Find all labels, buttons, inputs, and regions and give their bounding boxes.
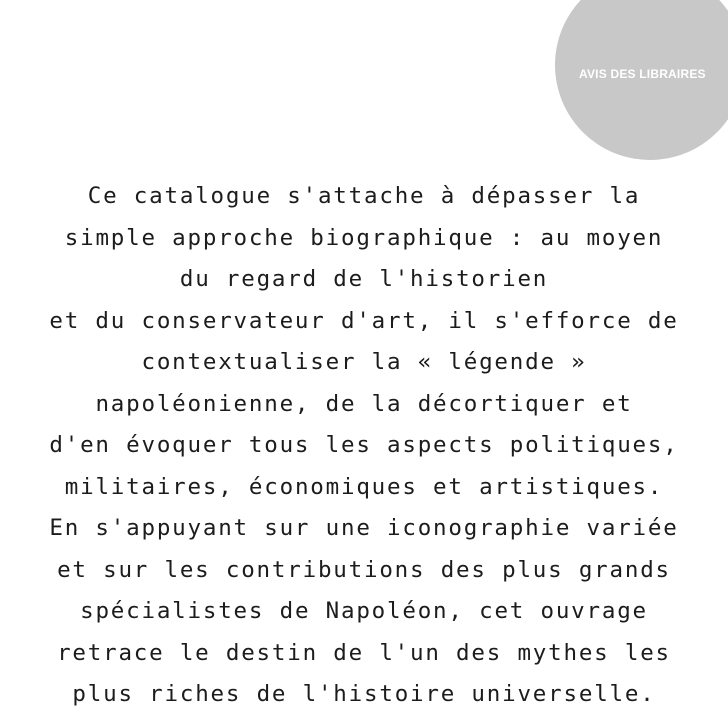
description-line: contextualiser la « légende » (141, 349, 587, 375)
description-line: militaires, économiques et artistiques. (64, 473, 664, 500)
book-description (0, 176, 728, 716)
badge-label: AVIS DES LIBRAIRES (579, 67, 706, 81)
description-line: simple approche biographique : au moyen (64, 224, 664, 251)
description-line: d'en évoquer tous les aspects politiques, (49, 432, 679, 458)
description-line: napoléonienne, de la décortiquer et (95, 390, 633, 417)
description-line: et du conservateur d'art, il s'efforce de (49, 307, 679, 334)
booksellers-review-badge (555, 0, 728, 160)
description-line: spécialistes de Napoléon, cet ouvrage (80, 598, 648, 624)
description-line: retrace le destin de l'un des mythes les (57, 639, 671, 666)
description-line: du regard de l'historien (179, 266, 549, 292)
description-line: plus riches de l'histoire universelle. (72, 681, 656, 707)
description-line: En s'appuyant sur une iconographie variée (49, 515, 679, 541)
description-line: Ce catalogue s'attache à dépasser la (87, 183, 641, 209)
description-line: et sur les contributions des plus grands (57, 556, 671, 583)
